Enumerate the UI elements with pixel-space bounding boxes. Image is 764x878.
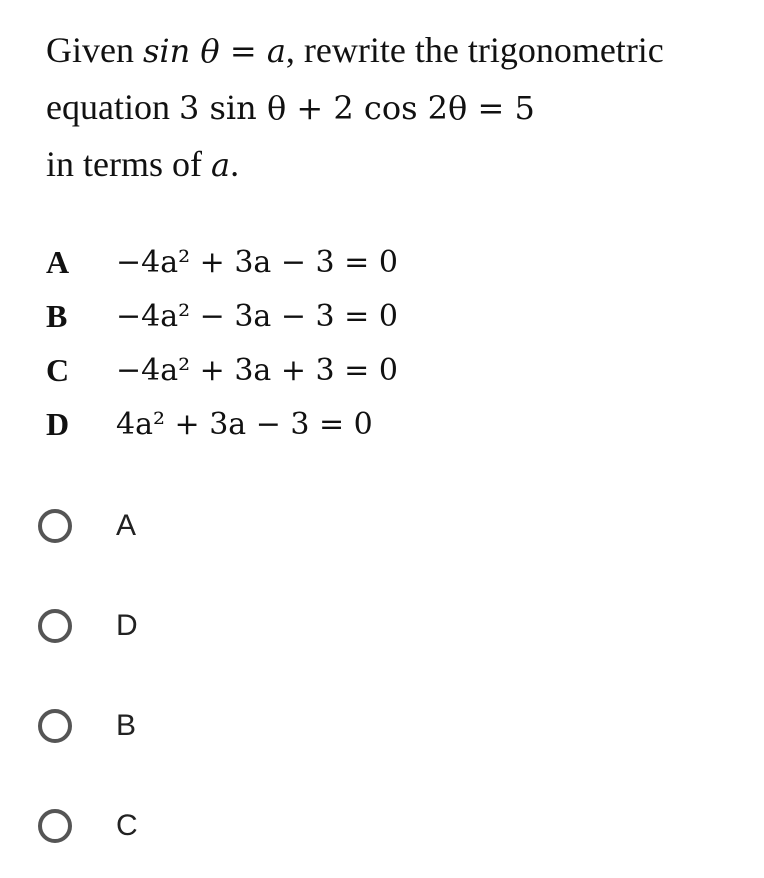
- radio-button[interactable]: [38, 709, 72, 743]
- q-text: in terms of: [46, 144, 211, 184]
- q-math: a: [210, 146, 231, 184]
- radio-choice-a[interactable]: [38, 509, 136, 543]
- radio-choice-c[interactable]: [38, 809, 138, 843]
- choice-label[interactable]: A: [116, 509, 137, 542]
- option-letter: C: [46, 351, 70, 388]
- option-expression: 4a² + 3a − 3 = 0: [116, 406, 373, 442]
- option-d: [46, 397, 398, 451]
- answer-options-list: [46, 235, 398, 451]
- q-text: equation: [46, 87, 179, 127]
- option-expression: −4a² + 3a + 3 = 0: [116, 352, 398, 388]
- q-text: , rewrite the trigonometric: [285, 30, 664, 70]
- option-letter: B: [46, 297, 68, 334]
- option-a: [46, 235, 398, 289]
- option-letter: A: [46, 243, 70, 280]
- radio-choice-b[interactable]: [38, 709, 136, 743]
- option-expression: −4a² + 3a − 3 = 0: [116, 244, 398, 280]
- q-text: .: [230, 144, 240, 184]
- choice-label[interactable]: C: [116, 809, 138, 842]
- radio-button[interactable]: [38, 609, 72, 643]
- choice-label[interactable]: B: [116, 709, 137, 742]
- choice-label[interactable]: D: [116, 609, 138, 642]
- q-equation: 3 sin θ + 2 cos 2θ = 5: [178, 89, 535, 127]
- radio-choice-d[interactable]: [38, 609, 138, 643]
- option-c: [46, 343, 398, 397]
- q-math: sin θ = a: [142, 32, 286, 70]
- question-text: [46, 22, 664, 193]
- radio-button[interactable]: [38, 509, 72, 543]
- option-b: [46, 289, 398, 343]
- radio-button[interactable]: [38, 809, 72, 843]
- option-letter: D: [46, 405, 70, 442]
- q-text: Given: [46, 30, 143, 70]
- option-expression: −4a² − 3a − 3 = 0: [116, 298, 398, 334]
